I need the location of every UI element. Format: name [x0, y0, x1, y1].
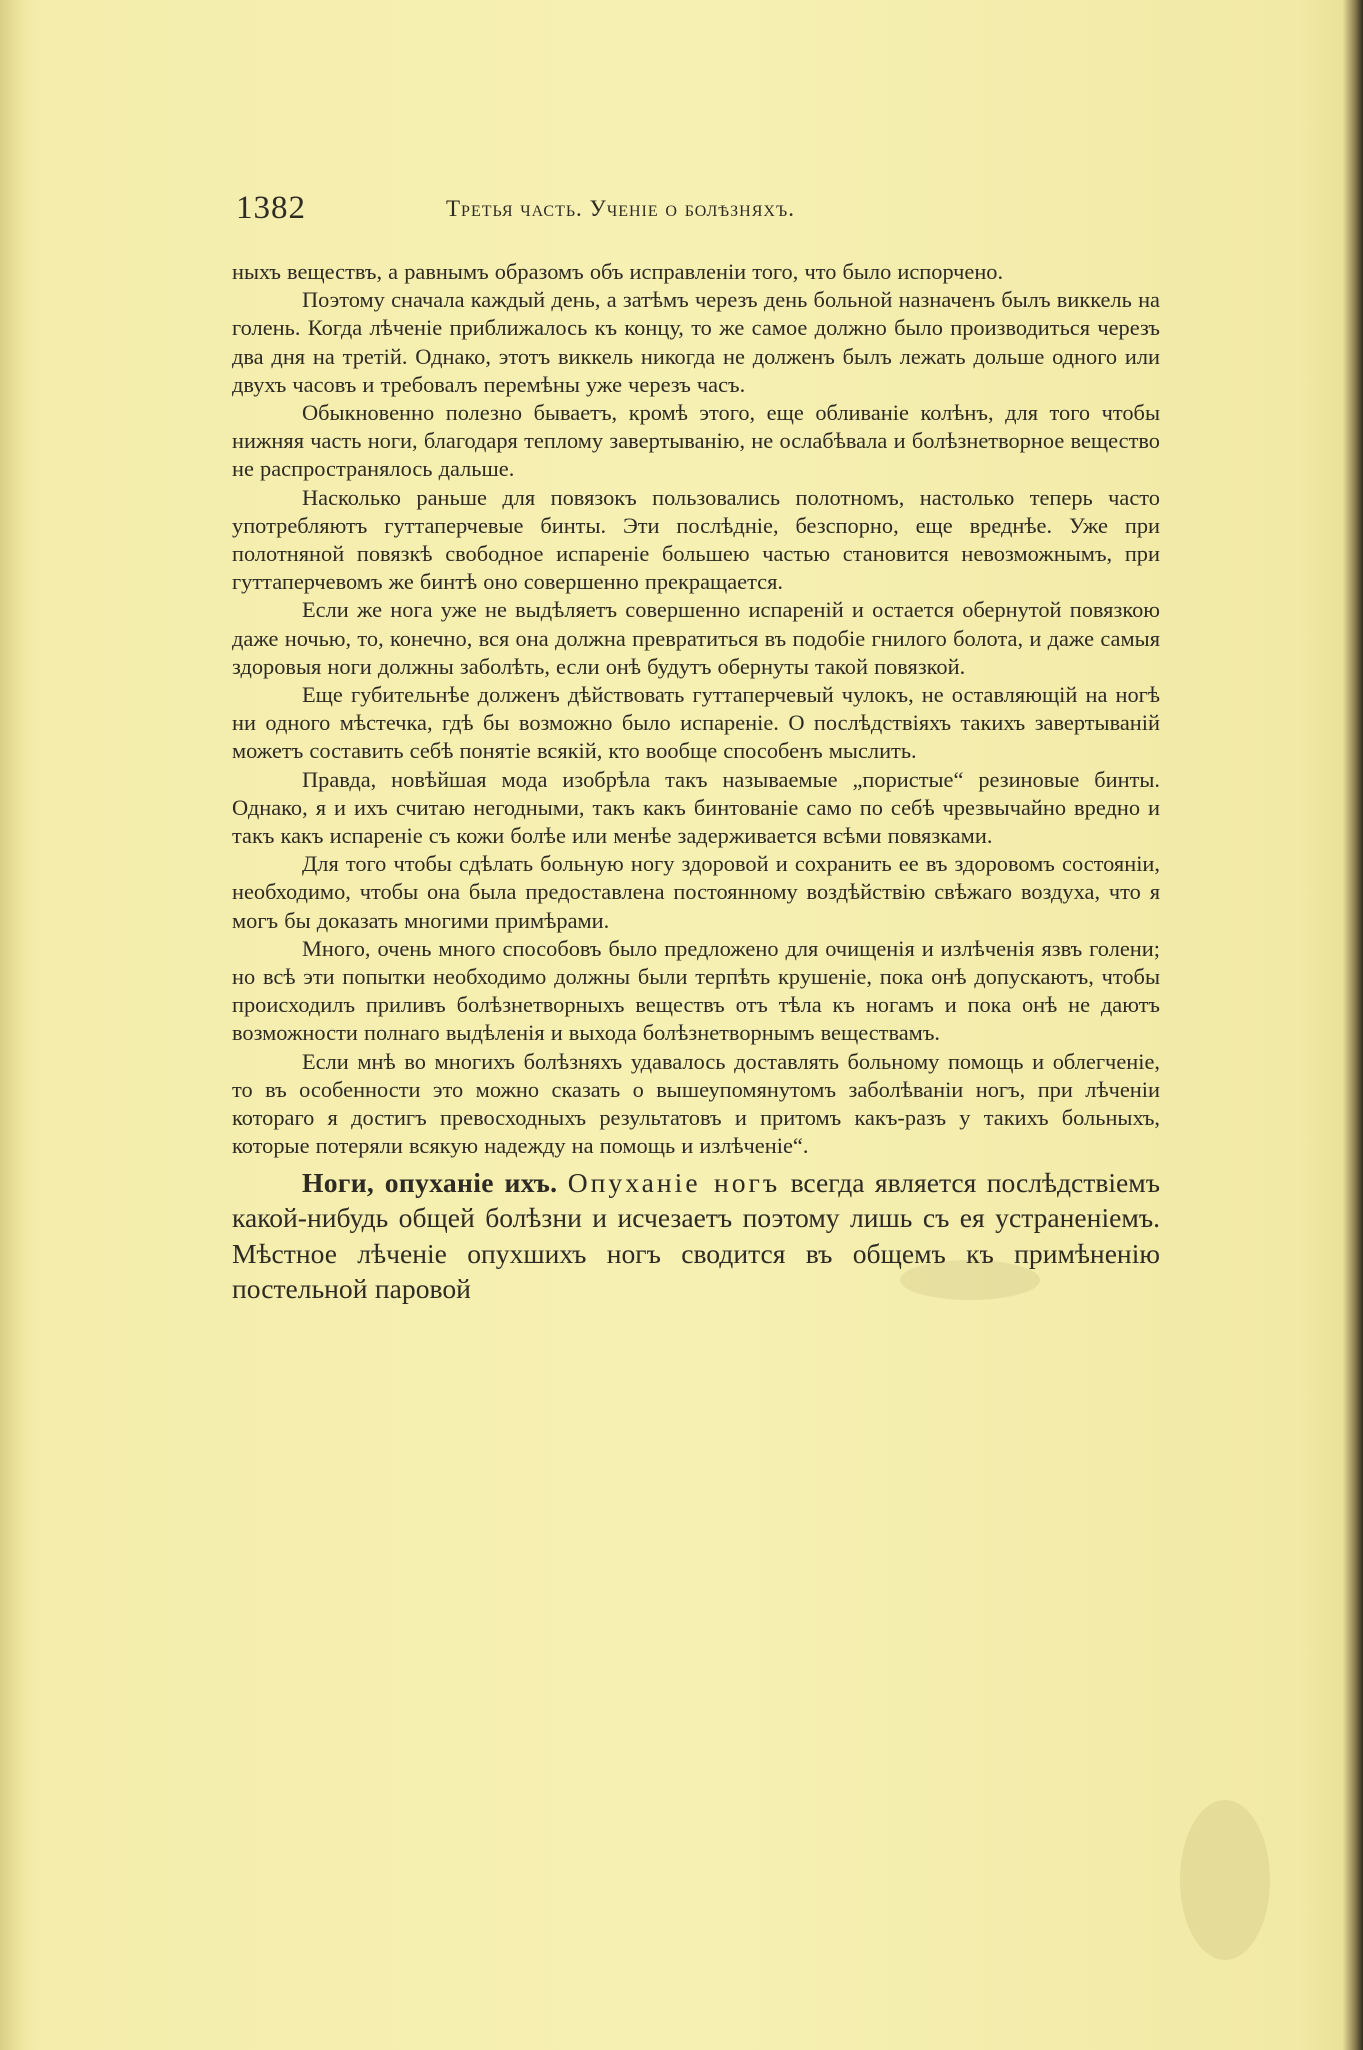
paragraph: Еще губительнѣе долженъ дѣйствовать гуттаперчевый чулокъ, не оставляющій на ногѣ ни одного мѣстечка, гдѣ бы возможно было испареніе. О послѣдствіяхъ такихъ завертываній можетъ составить себѣ понятіе всякій, кто вообще способенъ мыслить.	[232, 682, 1160, 764]
paragraph: Для того чтобы сдѣлать больную ногу здоровой и сохранить ее въ здоровомъ состояніи, необходимо, чтобы она была предоставлена постоянному воздѣйствію свѣжаго воздуха, что я могъ бы доказать многими примѣрами.	[232, 851, 1160, 933]
section-text: всегда является послѣдствіемъ какой-нибудь общей болѣзни и исчезаетъ поэтому лишь съ ея устраненіемъ. Мѣстное лѣченіе опухшихъ ногъ сводится въ общемъ къ примѣненію постельной паровой	[232, 1166, 1160, 1304]
body-text	[232, 258, 1160, 1307]
page-number: 1382	[236, 190, 306, 226]
page-left-edge	[0, 0, 22, 2050]
section-lead: Опуханіе ногъ	[567, 1166, 781, 1198]
paper-stain	[1180, 1800, 1270, 1960]
paragraph: Поэтому сначала каждый день, а затѣмъ черезъ день больной назначенъ былъ виккель на голень. Когда лѣченіе приближалось къ концу, то же самое должно было производиться черезъ два дня на третій. Однако, этотъ виккель никогда не долженъ былъ лежать дольше одного или двухъ часовъ и требовалъ перемѣны уже черезъ часъ.	[232, 287, 1160, 397]
paragraph: Насколько раньше для повязокъ пользовались полотномъ, настолько теперь часто употребляютъ гуттаперчевые бинты. Эти послѣдніе, безспорно, еще вреднѣе. Уже при полотняной повязкѣ свободное испареніе большею частью становится невозможнымъ, при гуттаперчевомъ же бинтѣ оно совершенно прекращается.	[232, 484, 1160, 595]
paragraph: ныхъ веществъ, а равнымъ образомъ объ исправленіи того, что было испорчено.	[232, 259, 1004, 284]
page-header	[236, 190, 1166, 230]
section-heading: Ноги, опуханіе ихъ.	[302, 1166, 558, 1198]
page-right-edge	[1343, 0, 1363, 2050]
paragraph: Обыкновенно полезно бываетъ, кромѣ этого, еще обливаніе колѣнъ, для того чтобы нижняя часть ноги, благодаря теплому завертыванію, не ослабѣвала и болѣзнетворное вещество не распространялось дальше.	[232, 400, 1160, 482]
paragraph: Много, очень много способовъ было предложено для очищенія и излѣченія язвъ голени; но всѣ эти попытки необходимо должны были терпѣть крушеніе, пока онѣ допускаютъ, чтобы происходилъ приливъ болѣзнетворныхъ веществъ отъ тѣла къ ногамъ и пока онѣ не даютъ возможности полнаго выдѣленія и выхода болѣзнетворнымъ веществамъ.	[232, 935, 1160, 1046]
running-title: Третья часть. Ученіе о болѣзняхъ.	[446, 196, 795, 221]
paragraph: Правда, новѣйшая мода изобрѣла такъ называемые „пористые“ резиновые бинты. Однако, я и ихъ считаю негодными, такъ какъ бинтованіе само по себѣ чрезвычайно вредно и такъ какъ испареніе съ кожи болѣе или менѣе задерживается всѣми повязками.	[232, 766, 1160, 849]
section-paragraph	[232, 1165, 1160, 1307]
paragraph: Если же нога уже не выдѣляетъ совершенно испареній и остается обернутой повязкою даже ночью, то, конечно, вся она должна превратиться въ подобіе гнилого болота, и даже самыя здоровыя ноги должны заболѣть, если онѣ будутъ обернуты такой повязкой.	[232, 597, 1160, 679]
paragraph: Если мнѣ во многихъ болѣзняхъ удавалось доставлять больному помощь и облегченіе, то въ особенности это можно сказать о вышеупомянутомъ заболѣваніи ногъ, при лѣченіи котораго я достигъ превосходныхъ результатовъ и притомъ какъ-разъ у такихъ больныхъ, которые потеряли всякую надежду на помощь и излѣченіе“.	[232, 1048, 1160, 1159]
